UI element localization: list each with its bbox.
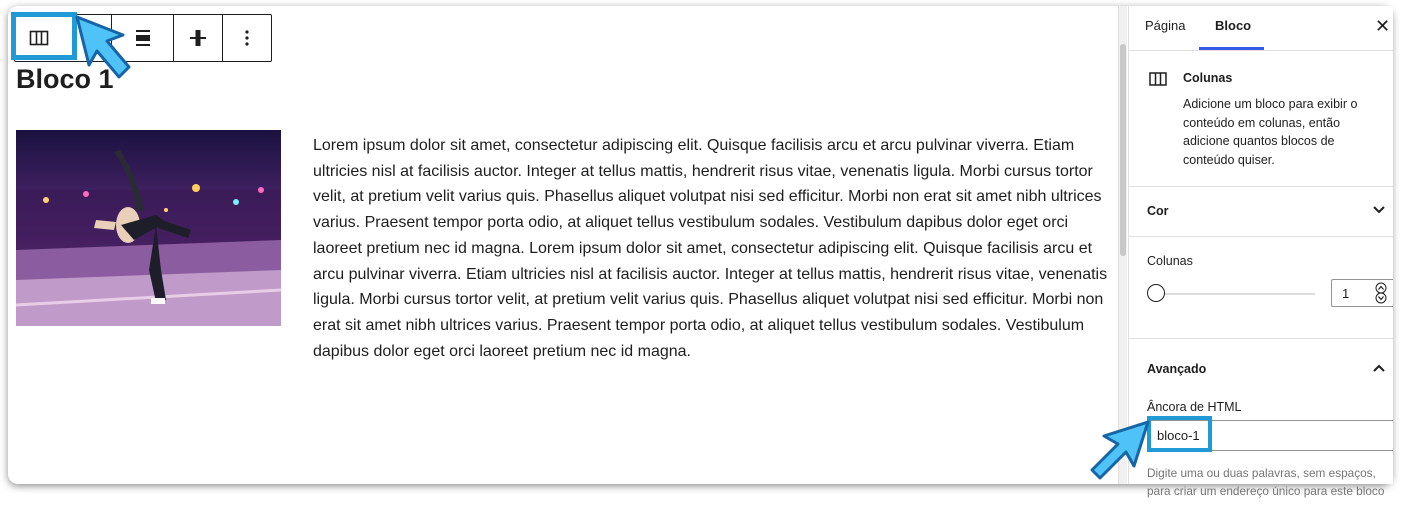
scrollbar-thumb[interactable]: [1120, 44, 1126, 256]
page-heading: Bloco 1: [16, 64, 114, 94]
panel-colunas: [1129, 236, 1393, 339]
colunas-slider-thumb[interactable]: [1147, 284, 1165, 302]
anchor-value: bloco-1: [1157, 428, 1200, 443]
dancer-photo: [16, 130, 281, 326]
colunas-number-input[interactable]: [1331, 279, 1393, 307]
block-card: [1129, 50, 1393, 187]
block-card-description: Adicione um bloco para exibir o conteúdo em colunas, então adicione quantos blocos de conteúdo quiser.: [1183, 97, 1358, 167]
panel-cor[interactable]: [1129, 186, 1393, 237]
toolbar-highlight-frame: [11, 12, 77, 60]
more-options-icon[interactable]: [223, 15, 271, 61]
anchor-highlight-frame: [1147, 416, 1212, 452]
settings-sidebar: [1128, 6, 1393, 498]
tab-bloco[interactable]: Bloco: [1215, 18, 1252, 33]
pointer-arrow-icon: [1086, 416, 1156, 486]
toolbar-group-valign: [174, 15, 223, 61]
editor-window: [8, 6, 1392, 498]
colunas-label: Colunas: [1147, 254, 1193, 268]
close-icon[interactable]: ✕: [1375, 16, 1391, 36]
anchor-help-text: Digite uma ou duas palavras, sem espaços, para criar um endereço único para este bloco: [1147, 466, 1385, 498]
stepper-arrows-icon[interactable]: [1375, 282, 1387, 304]
editor-scrollbar[interactable]: [1118, 6, 1127, 484]
toolbar-group-more: [223, 15, 271, 61]
block-card-title: Colunas: [1183, 71, 1233, 85]
tab-pagina[interactable]: Página: [1145, 18, 1186, 33]
colunas-number-value: 1: [1342, 286, 1350, 301]
chevron-down-icon[interactable]: [1373, 202, 1385, 217]
chevron-up-icon[interactable]: [1373, 360, 1385, 375]
editor-canvas: [8, 6, 1118, 484]
vertical-align-icon[interactable]: [174, 15, 222, 61]
anchor-label: Âncora de HTML: [1147, 400, 1242, 414]
panel-avancado: [1129, 338, 1393, 498]
panel-cor-title[interactable]: Cor: [1147, 204, 1169, 218]
panel-avancado-title[interactable]: Avançado: [1147, 362, 1207, 376]
colunas-slider-track[interactable]: [1157, 293, 1315, 295]
paragraph-text[interactable]: Lorem ipsum dolor sit amet, consectetur adipiscing elit. Quisque facilisis arcu et arcu pulvinar viverra. Etiam ultricies nisl at facilisis auctor. Integer at tellus mattis, hendrerit risus vitae, venenatis ligula. Morbi cursus tortor velit, at pretium velit varius quis. Phasellus aliquet volutpat nisi sed efficitur. Morbi non erat sit amet nibh ultrices varius. Praesent tempor porta odio, at aliquet tellus vestibulum sodales. Vestibulum dapibus dolor eget orci laoreet pretium nec id magna. Lorem ipsum dolor sit amet, consectetur adipiscing elit. Quisque facilisis arcu et arcu pulvinar viverra. Etiam ultricies nisl at facilisis auctor. Integer at tellus mattis, hendrerit risus vitae, venenatis ligula. Morbi cursus tortor velit, at pretium velit varius quis. Phasellus aliquet volutpat nisi sed efficitur. Morbi non erat sit amet nibh ultrices varius. Praesent tempor porta odio, at aliquet tellus vestibulum sodales. Vestibulum dapibus dolor eget orci laoreet pretium nec id magna.: [313, 137, 1108, 360]
sidebar-tabs: [1129, 6, 1393, 51]
columns-icon: [1149, 72, 1167, 89]
